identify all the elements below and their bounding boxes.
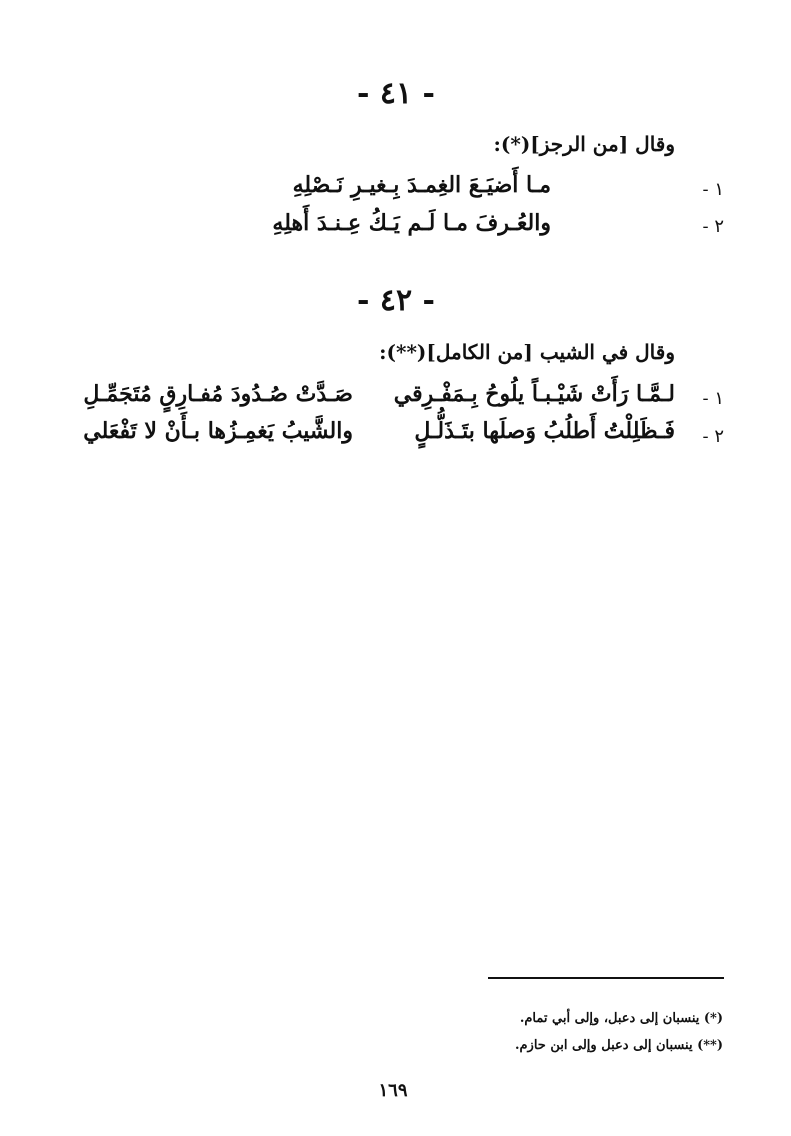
poem-41-line-2-number: ٢ - (702, 216, 724, 237)
poem-42-number: - ٤٢ - (356, 283, 436, 318)
poem-41-line-2: والعُـرفَ مـا لَـم يَـكُ عِـنـدَ أَهلِهِ (272, 210, 551, 236)
poem-41-line-1-number: ١ - (702, 179, 724, 200)
poem-42-line-1-number: ١ - (702, 388, 724, 409)
poem-42-intro: وقال في الشيب [من الكامل](**): (379, 340, 675, 364)
poem-41-line-1: مـا أَضيَـعَ الغِمـدَ بِـغيـرِ نَـصْلِهِ (292, 172, 551, 198)
poem-41-intro: وقال [من الرجز](*): (493, 132, 675, 156)
poem-42-line-1-first-hemistich: لـمَّـا رَأَتْ شَيْـبـاً يلُوحُ بِـمَفْـرِقي (393, 381, 675, 407)
poem-42-line-2-number: ٢ - (702, 426, 724, 447)
poem-42-line-2-second-hemistich: والشَّيبُ يَغمِـزُها بـأَنْ لا تَفْعَلي (83, 418, 353, 444)
footnote-1: (*) ينسبان إلى دعبل، وإلى أبي تمام. (519, 1011, 723, 1026)
footnote-divider (488, 977, 724, 979)
poem-42-line-2-first-hemistich: فَـظَلِلْتُ أَطلُبُ وَصلَها بتَـذَلُّـلٍ (414, 418, 675, 444)
poem-41-number: - ٤١ - (356, 76, 436, 111)
footnote-2: (**) ينسبان إلى دعبل وإلى ابن حازم. (514, 1038, 723, 1053)
poem-42-line-1-second-hemistich: صَـدَّتْ صُـدُودَ مُفـارِقٍ مُتَجَمِّـلِ (83, 381, 353, 407)
page-number: ١٦٩ (378, 1080, 408, 1101)
